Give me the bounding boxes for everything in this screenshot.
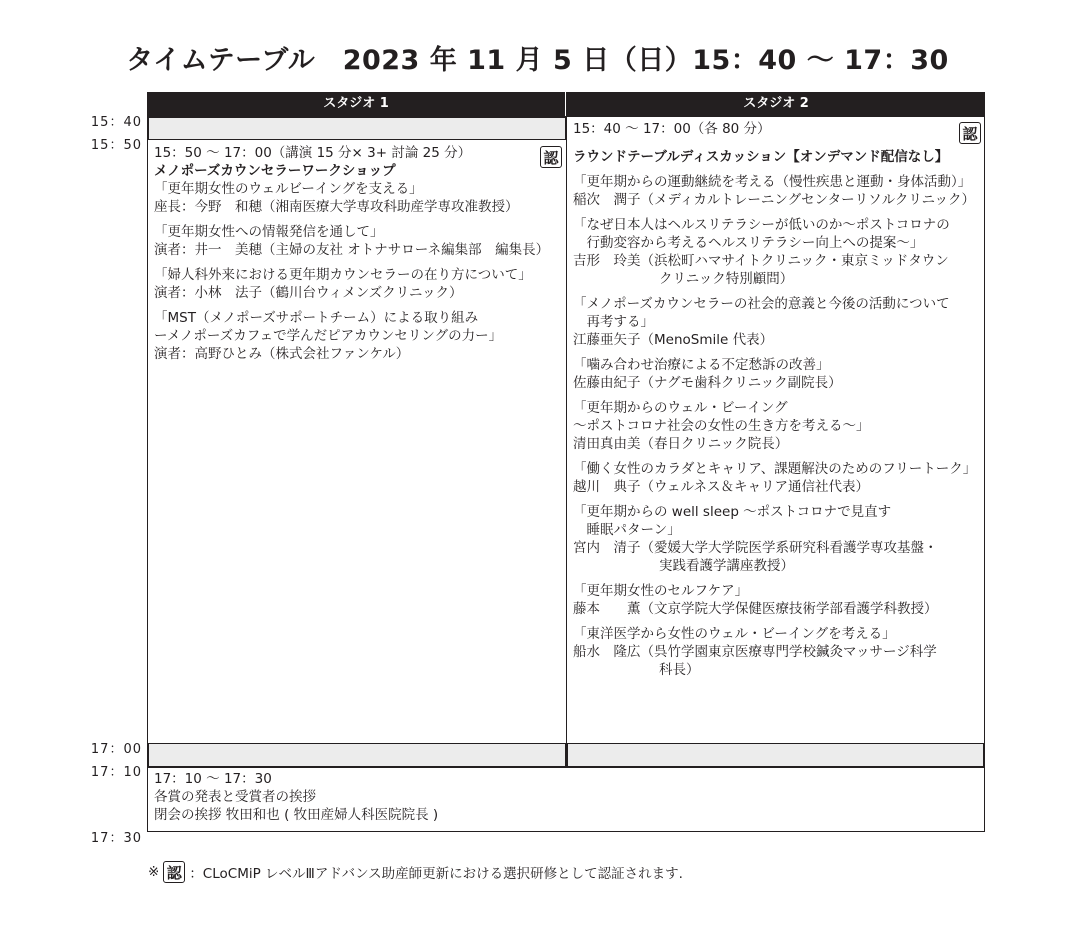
talk: [573, 625, 981, 679]
talk: [573, 503, 981, 575]
talk-title: 再考する」: [573, 314, 654, 330]
time-label: 15：50: [90, 138, 142, 153]
talk-speaker: 稲次 潤子（メディカルトレーニングセンターリソルクリニック）: [573, 192, 976, 208]
certified-badge-icon: 認: [540, 146, 562, 168]
studio-1-session: [154, 144, 562, 363]
talk-speaker: 演者：小林 法子（鶴川台ウィメンズクリニック）: [154, 285, 463, 301]
session-time: 15：40 〜 17：00（各 80 分）: [573, 121, 771, 137]
talk-title: 「なぜ日本人はヘルスリテラシーが低いのか〜ポストコロナの: [573, 217, 950, 233]
talk-speaker: 船水 隆広（呉竹学園東京医療専門学校鍼灸マッサージ科学: [573, 644, 937, 660]
talk: [154, 266, 562, 302]
studio-1-break-bottom: [148, 743, 566, 767]
time-label: 17：00: [90, 742, 142, 757]
talk-title: 「更年期からの運動継続を考える（慢性疾患と運動・身体活動）」: [573, 174, 972, 190]
talk: [573, 460, 981, 496]
talk-title: 「婦人科外来における更年期カウンセラーの在り方について」: [154, 267, 532, 283]
certified-badge-icon: 認: [163, 861, 185, 883]
talk-title: ーメノポーズカフェで学んだピアカウンセリングの力ー」: [154, 328, 503, 344]
talk-speaker: 藤本 薫（文京学院大学保健医療技術学部看護学科教授）: [573, 601, 938, 617]
certified-badge-icon: 認: [959, 122, 981, 144]
talk-speaker: 宮内 清子（愛媛大学大学院医学系研究科看護学専攻基盤・: [573, 540, 938, 556]
talk-speaker: 江藤亜矢子（MenoSmile 代表）: [573, 332, 774, 348]
talk-title: 「更年期からのウェル・ビーイング: [573, 400, 788, 416]
closing-line: 各賞の発表と受賞者の挨拶: [154, 789, 316, 805]
talk-speaker: 清田真由美（春日クリニック院長）: [573, 436, 789, 452]
studio-2-session: [573, 120, 981, 679]
talk-speaker: 科長）: [659, 662, 700, 678]
talk: [573, 173, 981, 209]
talk-title: 「MST（メノポーズサポートチーム）による取り組み: [154, 310, 479, 326]
talk-title: 「噛み合わせ治療による不定愁訴の改善」: [573, 357, 830, 373]
talk-speaker: 越川 典子（ウェルネス＆キャリア通信社代表）: [573, 479, 870, 495]
footnote: [148, 861, 683, 883]
session-heading: メノポーズカウンセラーワークショップ: [154, 163, 396, 179]
talk-speaker: 演者：高野ひとみ（株式会社ファンケル）: [154, 346, 410, 362]
closing-line: 閉会の挨拶 牧田和也 ( 牧田産婦人科医院院長 ): [154, 807, 439, 823]
talk-title: 「更年期女性のウェルビーイングを支える」: [154, 181, 423, 197]
talk: [573, 356, 981, 392]
talk: [573, 582, 981, 618]
talk-speaker: 演者：井一 美穂（主婦の友社 オトナサローネ編集部 編集長）: [154, 242, 550, 258]
talk-title: 行動変容から考えるヘルスリテラシー向上への提案〜」: [573, 235, 924, 251]
footnote-text: ：CLoCMiP レベルⅢアドバンス助産師更新における選択研修として認証されます.: [189, 866, 683, 882]
column-divider: [566, 92, 568, 768]
time-label: 17：10: [90, 765, 142, 780]
studio-1-header: スタジオ 1: [147, 92, 565, 116]
session-time: 17：10 〜 17：30: [154, 771, 272, 787]
talk-speaker: 佐藤由紀子（ナグモ歯科クリニック副院長）: [573, 375, 842, 391]
talk: [154, 180, 562, 216]
studio-2-header: スタジオ 2: [567, 92, 985, 116]
talk-title: 〜ポストコロナ社会の女性の生き方を考える〜」: [573, 418, 870, 434]
talk-title: 「更年期女性への情報発信を通して」: [154, 224, 384, 240]
page-title: タイムテーブル 2023 年 11 月 5 日（日）15：40 〜 17：30: [126, 45, 949, 76]
talk: [154, 223, 562, 259]
talk-title: 「更年期からの well sleep 〜ポストコロナで見直す: [573, 504, 892, 520]
talk-speaker: 吉形 玲美（浜松町ハマサイトクリニック・東京ミッドタウン: [573, 253, 949, 269]
studio-1-break: [148, 117, 566, 140]
time-label: 15：40: [90, 115, 142, 130]
studio-2-break-bottom: [567, 743, 984, 767]
talk-title: 「更年期女性のセルフケア」: [573, 583, 749, 599]
talk-title: 「働く女性のカラダとキャリア、課題解決のためのフリートーク」: [573, 461, 977, 477]
talk: [573, 216, 981, 288]
talk-speaker: クリニック特別顧問）: [659, 271, 794, 287]
talk-title: 「東洋医学から女性のウェル・ビーイングを考える」: [573, 626, 896, 642]
talk-speaker: 実践看護学講座教授）: [659, 558, 794, 574]
session-heading: ラウンドテーブルディスカッション【オンデマンド配信なし】: [573, 149, 949, 165]
talk: [154, 309, 562, 363]
talk-speaker: 座長：今野 和穂（湘南医療大学専攻科助産学専攻准教授）: [154, 199, 519, 215]
talk-title: 睡眠パターン」: [573, 522, 681, 538]
session-time: 15：50 〜 17：00（講演 15 分× 3+ 討論 25 分）: [154, 145, 472, 161]
closing-session: [154, 770, 954, 824]
talk-title: 「メノポーズカウンセラーの社会的意義と今後の活動について: [573, 296, 950, 312]
talk: [573, 295, 981, 349]
talk: [573, 399, 981, 453]
time-label: 17：30: [90, 831, 142, 846]
footnote-mark: ※: [148, 864, 160, 880]
